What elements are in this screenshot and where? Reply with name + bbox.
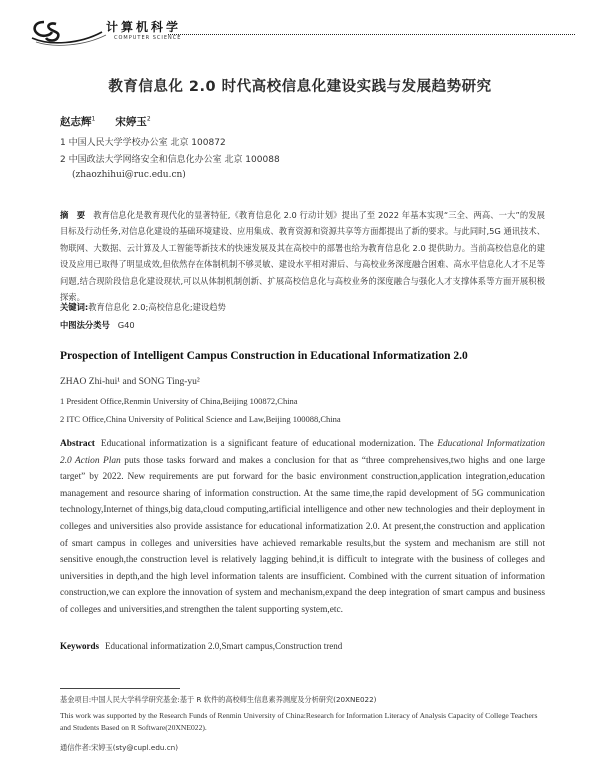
footnote-fund-cn: 基金项目:中国人民大学科学研究基金:基于 R 软件的高校师生信息素养测度及分析研究(20XNE022) (60, 695, 377, 704)
journal-logo-icon (30, 16, 110, 46)
abstract-cn (60, 207, 545, 305)
affiliation-en-1: 1 President Office,Renmin University of China,Beijing 100872,China (60, 396, 298, 406)
abstract-en (60, 436, 545, 619)
abstract-en-text-1: Educational informatization is a significant feature of educational modernization. The (100, 439, 438, 449)
author-email: (zhaozhihui@ruc.edu.cn) (72, 170, 186, 180)
header-divider (168, 34, 575, 35)
keywords-en-text: Educational informatization 2.0,Smart campus,Construction trend (105, 641, 343, 651)
abstract-cn-text: 教育信息化是教育现代化的显著特征,《教育信息化 2.0 行动计划》提出了至 2022 年基本实现“三全、两高、一大”的发展目标及行动任务,对信息化建设的基础环境建设、应用集成、教育资源和资源共享等方面都提出了新的要求。与此同时,5G 通讯技术、物联网、大数据、云计算及人工智能等新技术的快速发展及其在高校中的部署也给为教育信息化 2.0 提供助力。当前高校信息化的建设及应用已取得了明显成效,但依然存在体制机制不够灵敏、建设水平相对滞后、与高校业务深度融合困难、高水平信息化人才不足等问题,结合现阶段信息化建设现状,可以从体制机制创新、扩展高校信息化与高校业务的深度融合与强化人才支撑体系等方面开展积极探索。 (60, 210, 545, 303)
keywords-cn (60, 301, 226, 313)
affiliation-en-2: 2 ITC Office,China University of Political Science and Law,Beijing 100088,China (60, 414, 341, 424)
author-sup: 2 (146, 115, 151, 123)
clc-number (60, 319, 135, 331)
abstract-en-italic-title: Educational Informatization 2.0 Action Plan (60, 439, 545, 466)
keywords-cn-text: 教育信息化 2.0;高校信息化;建设趋势 (88, 302, 226, 312)
footnote-divider (60, 688, 180, 689)
keywords-cn-label: 关键词: (60, 302, 89, 312)
affiliation-cn-1: 1 中国人民大学学校办公室 北京 100872 (60, 138, 226, 148)
authors-cn (60, 114, 151, 129)
author-name: 赵志辉 (60, 116, 92, 128)
keywords-en-label: Keywords (60, 641, 99, 651)
affiliation-cn-2: 2 中国政法大学网络安全和信息化办公室 北京 100088 (60, 155, 280, 165)
journal-name-en: COMPUTER SCIENCE (114, 35, 182, 41)
paper-title-cn: 教育信息化 2.0 时代高校信息化建设实践与发展趋势研究 (108, 79, 492, 95)
author-sup: 1 (91, 115, 96, 123)
journal-name-cn: 计算机科学 (106, 20, 182, 34)
author-name: 宋婷玉 (115, 116, 147, 128)
paper-title-en: Prospection of Intelligent Campus Construction in Educational Informatization 2.0 (60, 350, 468, 362)
footnote-fund-en: This work was supported by the Research Funds of Renmin University of China:Research for Information Literacy of Analysis Capacity of College Teachers and Students Based on R Software(20XNE022). (60, 711, 538, 732)
journal-header (30, 14, 575, 50)
authors-en: ZHAO Zhi-hui¹ and SONG Ting-yu² (60, 377, 200, 387)
abstract-en-label: Abstract (60, 439, 95, 449)
abstract-en-text-2: puts those tasks forward and makes a conclusion for that as “three comprehensives,two highs and one large target” by 2022. New requirements are put forward for the basic environment construction,application integration,education management and resource sharing of information construction. At the same time,the rapid development of 5G communication technology,Internet of things,big data,cloud computing,artificial intelligence and other new technologies and their deployment in colleges and universities also provide assistance for educational informatization 2.0. At present,the construction and application of smart campus in colleges and universities have achieved remarkable results,but the system and mechanism are still not sensitive enough,the construction level is relatively lagging behind,it is difficult to integrate with the business of colleges and universities in depth,and the high level information talents are insufficient. Combined with the current situation of information construction,we can explore the innovation of system and mechanism,expand the deep integration of smart campus and business of colleges and universities,and strengthen the talent supporting system,etc. (60, 455, 545, 615)
clc-value: G40 (117, 320, 135, 330)
keywords-en (60, 641, 342, 651)
abstract-cn-label: 摘 要 (60, 210, 86, 220)
clc-label: 中图法分类号 (60, 320, 110, 330)
footnote-corresponding: 通信作者:宋婷玉(sty@cupl.edu.cn) (60, 743, 179, 752)
